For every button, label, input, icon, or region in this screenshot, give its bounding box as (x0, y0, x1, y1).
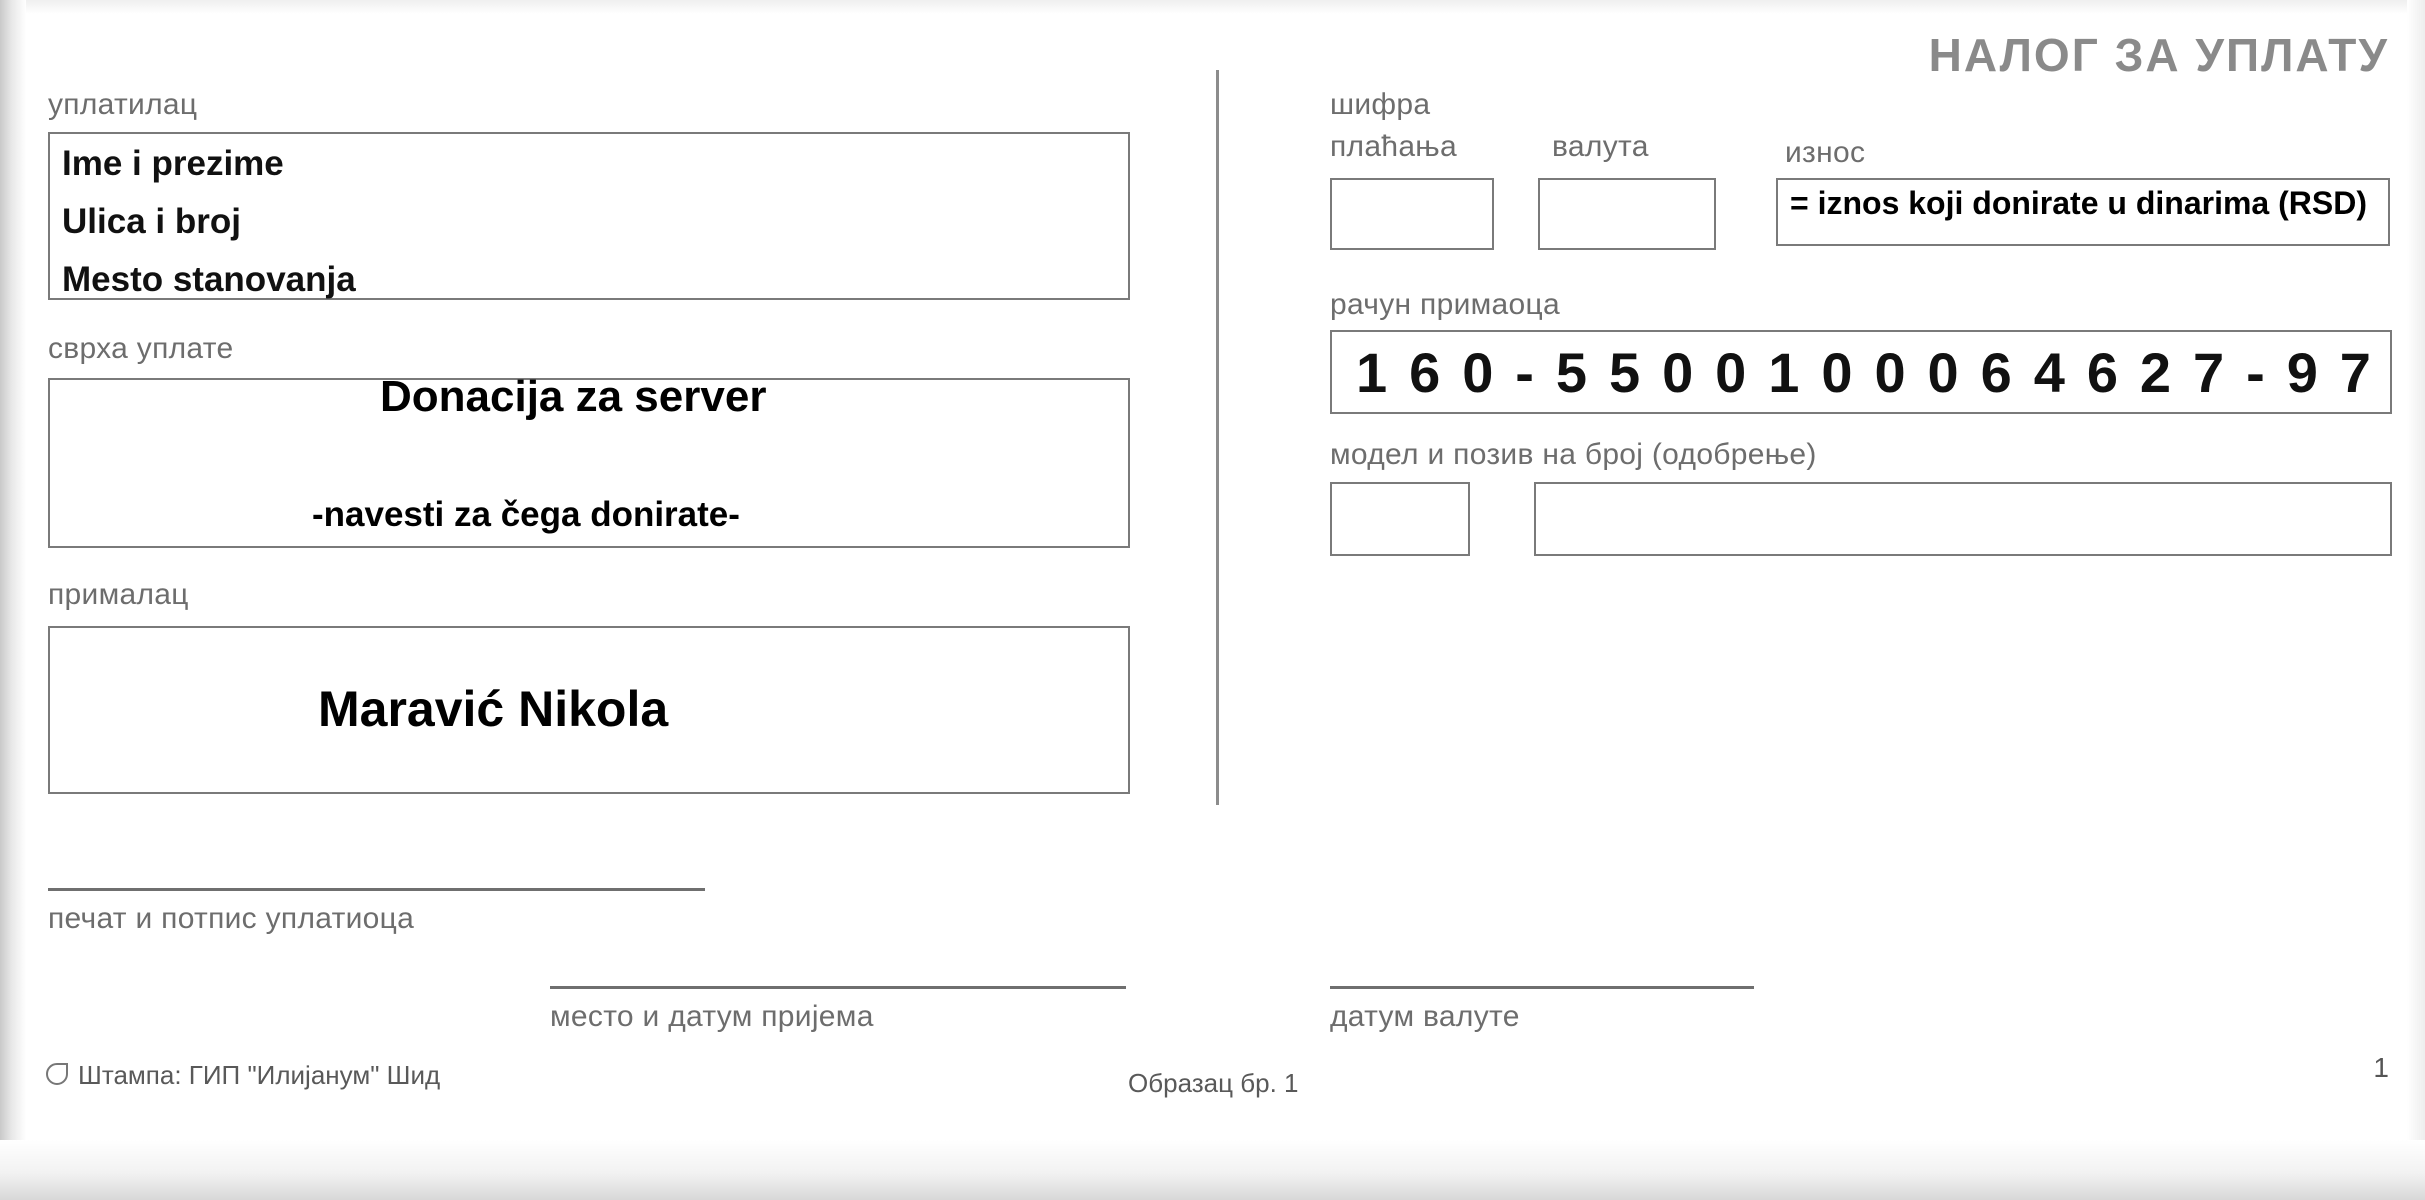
account-digit: 6 (1980, 340, 2012, 404)
account-digit: 5 (1608, 340, 1641, 404)
purpose-text-hint: -navesti za čega donirate- (312, 495, 740, 534)
printer-mark-icon (46, 1063, 68, 1085)
reference-number-box[interactable] (1534, 482, 2392, 556)
payer-label: уплатилац (48, 88, 198, 121)
account-digit: 5 (1555, 340, 1588, 404)
account-number-value (1342, 336, 2385, 408)
account-digit: 4 (2033, 340, 2065, 404)
account-digit: - (2246, 340, 2265, 404)
purpose-text-primary: Donacija za server (380, 372, 767, 421)
account-digit: 1 (1356, 340, 1388, 404)
amount-label: износ (1785, 136, 1866, 169)
account-digit: 6 (2086, 340, 2118, 404)
account-digit: 1 (1768, 340, 1800, 404)
currency-label: валута (1552, 130, 1649, 163)
payer-line-3: Mesto stanovanja (62, 260, 356, 299)
purpose-label: сврха уплате (48, 332, 234, 365)
value-date-label: датум валуте (1330, 1000, 1520, 1033)
receiver-name-text: Maravić Nikola (318, 681, 669, 737)
account-digit: 9 (2286, 340, 2318, 404)
payer-lines (62, 135, 356, 309)
currency-box[interactable] (1538, 178, 1716, 250)
receiver-label: прималац (48, 578, 189, 611)
model-reference-label: модел и позив на број (одобрење) (1330, 438, 1817, 471)
document-title: НАЛОГ ЗА УПЛАТУ (1928, 29, 2389, 81)
scan-edge-right (2407, 0, 2425, 1200)
account-digit: 0 (1715, 340, 1747, 404)
account-digit: 0 (1462, 340, 1494, 404)
model-box[interactable] (1330, 482, 1470, 556)
account-digit: 0 (1821, 340, 1853, 404)
place-and-date-rule (550, 986, 1126, 989)
payer-line-1: Ime i prezime (62, 144, 284, 183)
printer-credit: Штампа: ГИП "Илијанум" Шид (78, 1060, 441, 1090)
account-digit: 2 (2139, 340, 2172, 404)
signature-label: печат и потпис уплатиоца (48, 902, 415, 935)
account-digit: - (1515, 340, 1534, 404)
account-digit: 0 (1927, 340, 1959, 404)
payment-code-box[interactable] (1330, 178, 1494, 250)
account-digit: 7 (2193, 340, 2225, 404)
payment-code-label-line2: плаћања (1330, 130, 1457, 163)
signature-rule (48, 888, 705, 891)
account-digit: 0 (1662, 340, 1694, 404)
amount-value-text: = iznos koji donirate u dinarima (RSD) (1790, 185, 2367, 221)
payment-code-label-line1: шифра (1330, 88, 1431, 121)
form-number: Образац бр. 1 (1128, 1068, 1299, 1098)
scan-edge-top (0, 0, 2425, 14)
scan-edge-left (0, 0, 26, 1200)
scan-edge-bottom (0, 1140, 2425, 1200)
value-date-rule (1330, 986, 1754, 989)
payer-line-2: Ulica i broj (62, 202, 241, 241)
vertical-divider (1216, 70, 1219, 805)
page-number: 1 (2373, 1052, 2389, 1083)
account-digit: 6 (1409, 340, 1441, 404)
account-label: рачун примаоца (1330, 288, 1560, 321)
account-digit: 0 (1874, 340, 1906, 404)
place-and-date-label: место и датум пријема (550, 1000, 874, 1033)
account-digit: 7 (2339, 340, 2371, 404)
